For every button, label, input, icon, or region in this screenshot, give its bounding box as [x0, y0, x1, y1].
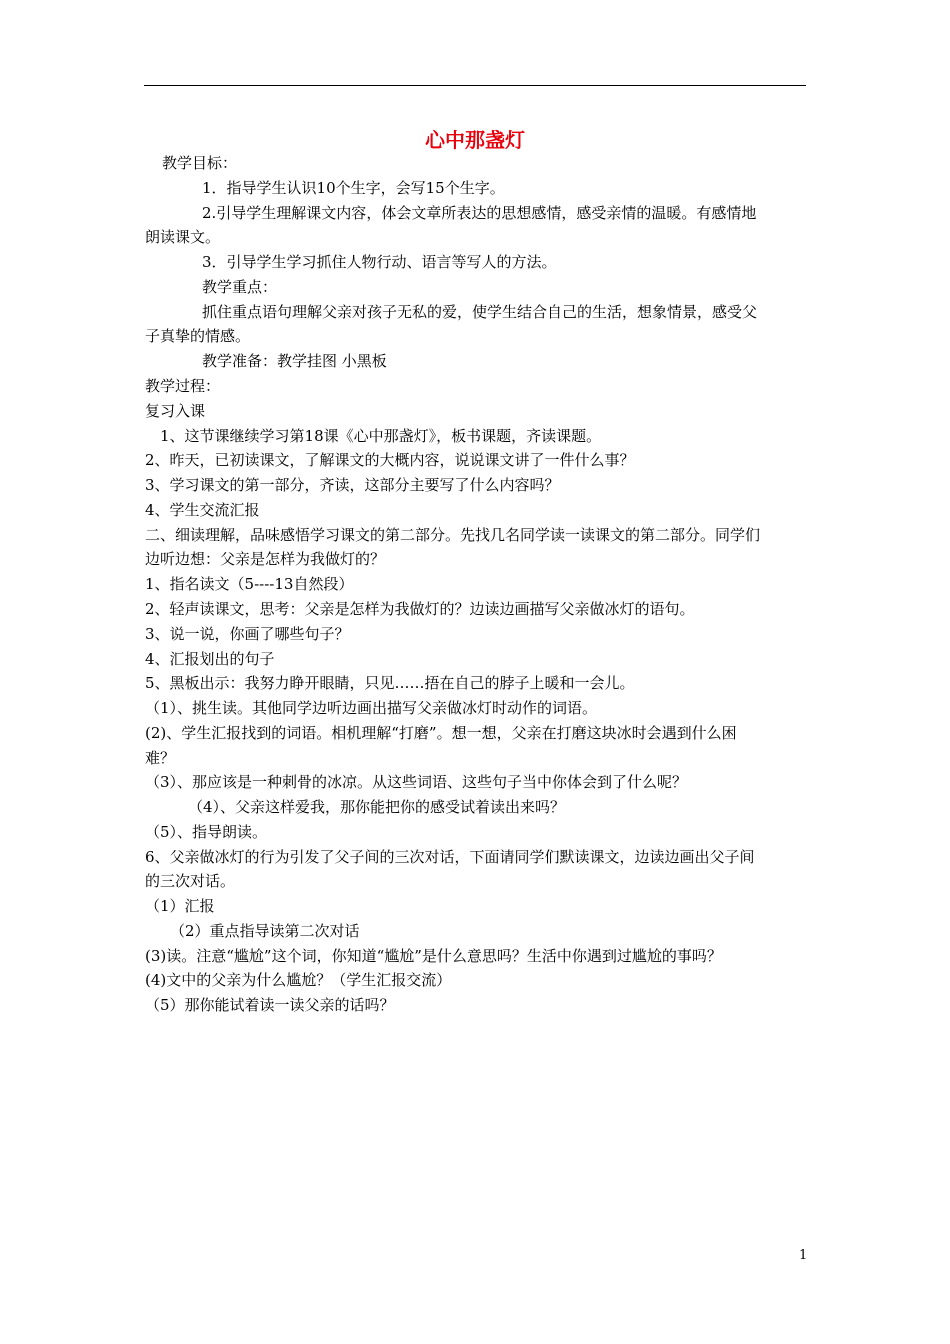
text-line: 3、说一说，你画了哪些句子？: [145, 625, 350, 643]
text-line: （3）、那应该是一种刺骨的冰凉。从这些词语、这些句子当中你体会到了什么呢？: [145, 773, 688, 791]
text-line: 3．引导学生学习抓住人物行动、语言等写人的方法。: [202, 253, 557, 271]
text-line: 2、轻声读课文，思考：父亲是怎样为我做灯的？边读边画描写父亲做冰灯的语句。: [145, 600, 695, 618]
text-line: (3)读。注意“尴尬”这个词，你知道“尴尬”是什么意思吗？生活中你遇到过尴尬的事吗？: [145, 947, 722, 965]
document-title: 心中那盏灯: [425, 128, 525, 152]
text-line: 1、这节课继续学习第18课《心中那盏灯》，板书课题，齐读课题。: [160, 427, 602, 445]
text-line: 2.引导学生理解课文内容，体会文章所表达的思想感情，感受亲情的温暖。有感情地: [202, 204, 757, 222]
text-line: 1．指导学生认识10个生字，会写15个生字。: [202, 179, 505, 197]
text-line: (4)文中的父亲为什么尴尬？（学生汇报交流）: [145, 971, 452, 989]
text-line: 1、指名读文（5----13自然段）: [145, 575, 354, 593]
text-line: 教学准备：教学挂图 小黑板: [202, 352, 387, 370]
text-line: 二、细读理解，品味感悟学习课文的第二部分。先找几名同学读一读课文的第二部分。同学们: [145, 526, 761, 544]
text-line: 4、学生交流汇报: [145, 501, 260, 519]
text-line: 4、汇报划出的句子: [145, 650, 275, 668]
text-line: 复习入课: [145, 402, 206, 420]
text-line: （5）那你能试着读一读父亲的话吗？: [145, 996, 395, 1014]
text-line: (2)、学生汇报找到的词语。相机理解“打磨”。想一想，父亲在打磨这块冰时会遇到什么困: [145, 724, 737, 742]
text-line: 难？: [145, 749, 176, 767]
text-line: 3、学习课文的第一部分，齐读，这部分主要写了什么内容吗？: [145, 476, 560, 494]
text-line: （1）汇报: [145, 897, 215, 915]
text-line: （1）、挑生读。其他同学边听边画出描写父亲做冰灯时动作的词语。: [145, 699, 598, 717]
page-number: 1: [799, 1248, 808, 1263]
text-line: 6、父亲做冰灯的行为引发了父子间的三次对话，下面请同学们默读课文，边读边画出父子间: [145, 848, 755, 866]
header-rule: [144, 85, 806, 86]
text-line: 教学目标：: [162, 154, 238, 172]
text-line: 抓住重点语句理解父亲对孩子无私的爱，使学生结合自己的生活，想象情景，感受父: [202, 303, 758, 321]
text-line: （2）重点指导读第二次对话: [170, 922, 360, 940]
text-line: 5、黑板出示：我努力睁开眼睛，只见……捂在自己的脖子上暖和一会儿。: [145, 674, 635, 692]
text-line: （4）、父亲这样爱我，那你能把你的感受试着读出来吗？: [188, 798, 566, 816]
text-line: 边听边想：父亲是怎样为我做灯的？: [145, 550, 386, 568]
text-line: 教学过程：: [145, 377, 221, 395]
text-line: 2、昨天，已初读课文，了解课文的大概内容，说说课文讲了一件什么事？: [145, 451, 635, 469]
text-line: 子真挚的情感。: [145, 327, 251, 345]
text-line: 的三次对话。: [145, 872, 236, 890]
text-line: （5）、指导朗读。: [145, 823, 268, 841]
text-line: 朗读课文。: [145, 228, 221, 246]
text-line: 教学重点：: [202, 278, 278, 296]
